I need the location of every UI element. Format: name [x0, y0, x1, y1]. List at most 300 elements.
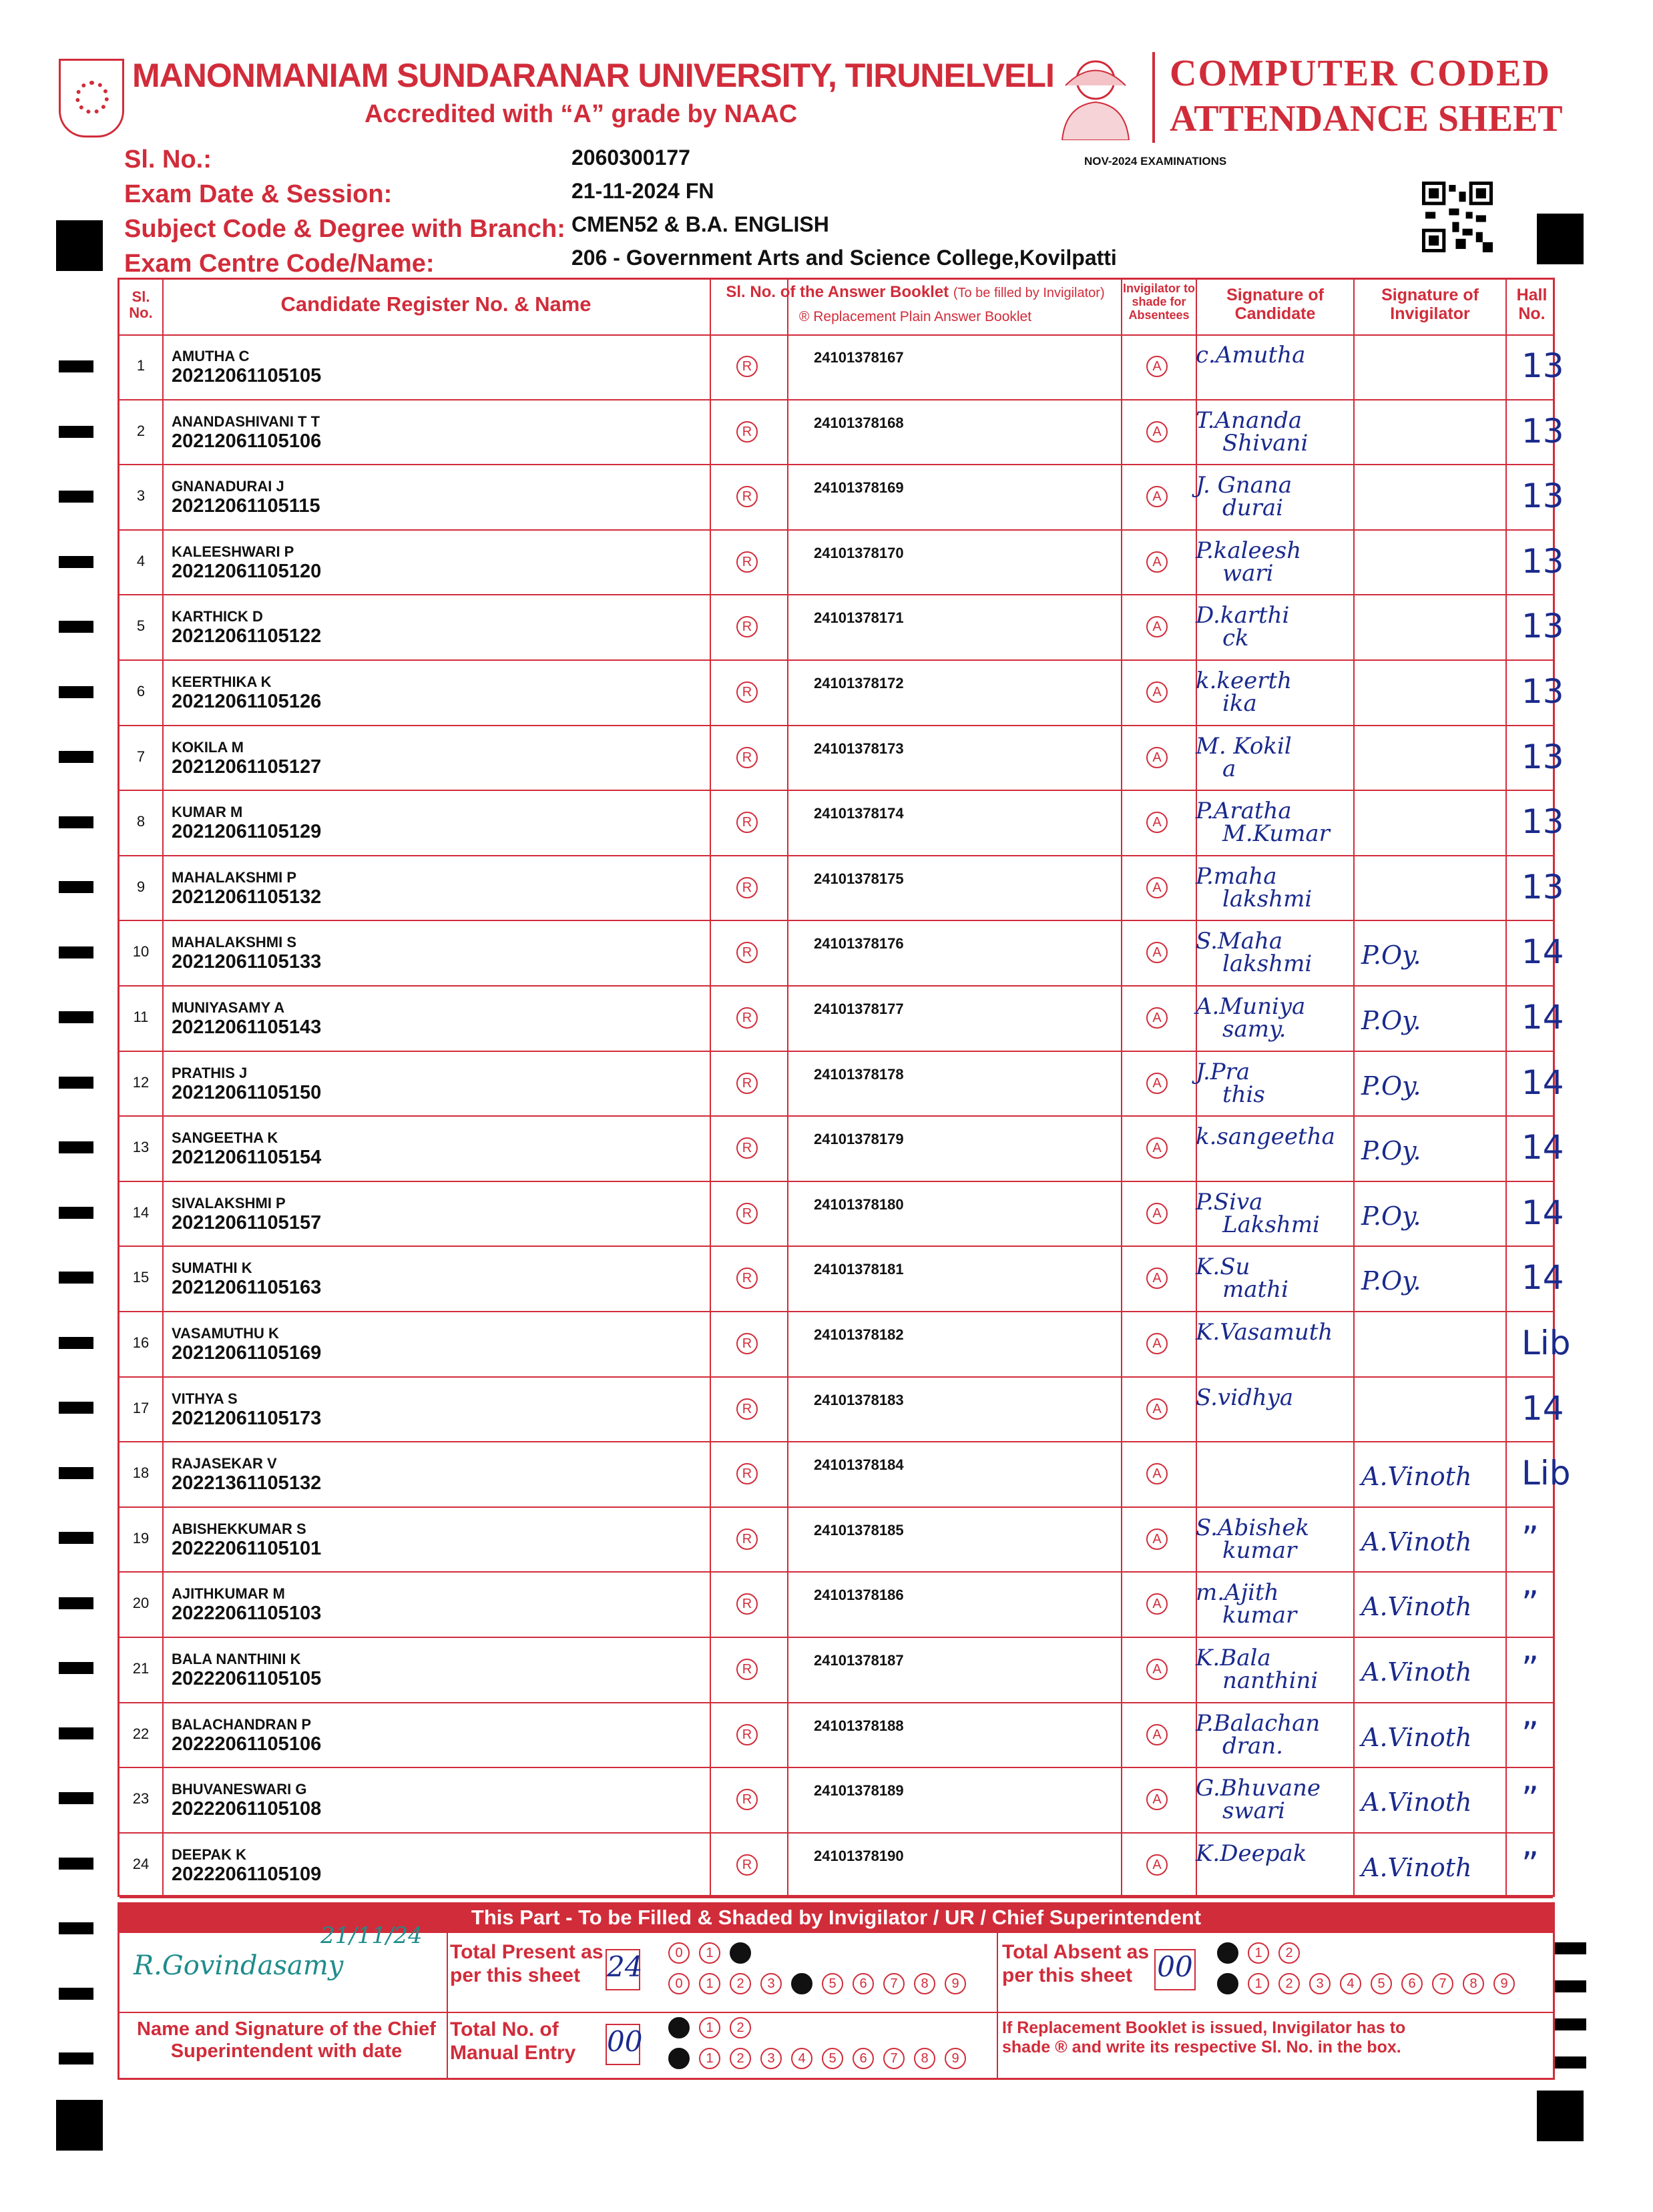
timing-mark: [1554, 2018, 1586, 2030]
table-row: [120, 1051, 1564, 1117]
candidate-signature: [1196, 928, 1313, 978]
digit-bubble[interactable]: 1: [699, 1973, 720, 1994]
absent-bubble[interactable]: A: [1146, 1137, 1168, 1159]
candidate-signature: [1196, 1254, 1288, 1304]
register-number: 20212061105163: [172, 1277, 322, 1299]
register-number: 20212061105157: [172, 1211, 322, 1233]
row-sl: 15: [132, 1269, 150, 1286]
col-header-sig-candidate: Signature of Candidate: [1226, 286, 1324, 323]
booklet-number: 24101378174: [814, 805, 904, 822]
digit-bubble[interactable]: 0: [1217, 1973, 1238, 1994]
candidate-signature: [1196, 862, 1313, 912]
timing-mark: [59, 1467, 93, 1479]
timing-mark: [59, 556, 93, 568]
absent-bubble[interactable]: A: [1146, 486, 1168, 507]
absent-bubble[interactable]: A: [1146, 747, 1168, 768]
timing-mark: [1554, 2056, 1586, 2068]
table-row: [120, 1637, 1553, 1703]
signature-line1: K.Bala: [1196, 1645, 1271, 1671]
table-row: [120, 1767, 1553, 1833]
candidate-name: KALEESHWARI P: [172, 543, 294, 560]
row-sl: 17: [132, 1399, 150, 1416]
digit-bubble[interactable]: 1: [1248, 1942, 1269, 1964]
hall-number: 13: [1521, 346, 1564, 385]
total-absent-value[interactable]: 00: [1154, 1949, 1196, 1990]
signature-line1: k.sangeetha: [1196, 1123, 1335, 1151]
replacement-bubble[interactable]: R: [736, 1137, 758, 1159]
booklet-number: 24101378167: [814, 349, 904, 366]
table-row: [120, 465, 1564, 530]
replacement-bubble[interactable]: R: [736, 877, 758, 898]
digit-bubble[interactable]: 0: [668, 1973, 690, 1994]
table-row: [120, 1703, 1553, 1768]
booklet-number: 24101378188: [814, 1717, 904, 1734]
candidate-signature: [1196, 344, 1305, 366]
digit-bubble[interactable]: 4: [791, 1973, 812, 1994]
candidate-signature: [1196, 1386, 1293, 1409]
booklet-number: 24101378185: [814, 1521, 904, 1539]
col-header-hall: Hall No.: [1516, 286, 1548, 323]
digit-bubble[interactable]: 9: [945, 2048, 966, 2069]
register-number: 20222061105103: [172, 1603, 322, 1625]
hall-number: 13: [1521, 411, 1564, 451]
attendance-table: [117, 278, 1571, 1897]
absent-bubble[interactable]: A: [1146, 1593, 1168, 1615]
candidate-signature: [1196, 1775, 1321, 1825]
row-sl: 2: [136, 422, 146, 439]
signature-line2: ika: [1222, 690, 1257, 717]
absent-bubble[interactable]: A: [1146, 1529, 1168, 1550]
row-sl: 22: [132, 1725, 150, 1742]
row-sl: 13: [132, 1139, 150, 1156]
signature-line2: kumar: [1222, 1602, 1297, 1629]
absent-bubble[interactable]: A: [1146, 1463, 1168, 1484]
invigilator-signature: P.Oy.: [1361, 1266, 1421, 1296]
timing-mark: [59, 1922, 93, 1934]
digit-bubble[interactable]: 3: [760, 2048, 782, 2069]
timing-mark: [59, 686, 93, 698]
signature-line1: S.vidhya: [1196, 1384, 1294, 1411]
replacement-bubble[interactable]: R: [736, 1724, 758, 1745]
digit-bubble[interactable]: 2: [730, 2048, 751, 2069]
register-number: 20222061105105: [172, 1668, 322, 1689]
table-row: [120, 1507, 1553, 1573]
replacement-bubble[interactable]: R: [736, 486, 758, 507]
signature-line2: ck: [1222, 625, 1249, 652]
table-row: [120, 660, 1564, 726]
booklet-number: 24101378187: [814, 1652, 904, 1669]
digit-bubble[interactable]: 9: [945, 1973, 966, 1994]
candidate-signature: [1196, 1709, 1321, 1759]
absent-bubble[interactable]: A: [1146, 1854, 1168, 1876]
absent-bubble[interactable]: A: [1146, 421, 1168, 443]
replacement-bubble[interactable]: R: [736, 681, 758, 703]
digit-bubble[interactable]: 6: [853, 1973, 874, 1994]
hall-number: 13: [1521, 541, 1564, 581]
register-number: 20212061105133: [172, 951, 322, 973]
replacement-bubble[interactable]: R: [736, 1529, 758, 1550]
row-sl: 1: [136, 357, 146, 374]
absent-bubble[interactable]: A: [1146, 551, 1168, 573]
timing-mark: [59, 881, 93, 893]
digit-bubble[interactable]: 0: [1217, 1942, 1238, 1964]
cog-icon: [75, 81, 109, 114]
candidate-name: KOKILA M: [172, 738, 244, 756]
hall-number: ”: [1521, 1714, 1539, 1753]
timing-mark: [1537, 2091, 1584, 2141]
signature-line2: lakshmi: [1222, 950, 1313, 978]
candidate-name: RAJASEKAR V: [172, 1455, 277, 1472]
digit-bubble[interactable]: 6: [1401, 1973, 1423, 1994]
digit-bubble[interactable]: 4: [791, 2048, 812, 2069]
row-sl: 18: [132, 1464, 150, 1482]
table-row: [120, 726, 1564, 791]
row-sl: 21: [132, 1660, 150, 1677]
digit-bubble[interactable]: 1: [699, 2017, 720, 2038]
replacement-bubble[interactable]: R: [736, 1659, 758, 1680]
absent-bubble[interactable]: A: [1146, 356, 1168, 377]
timing-mark: [59, 1272, 93, 1284]
digit-bubble[interactable]: 0: [668, 1942, 690, 1964]
hall-number: ”: [1521, 1844, 1539, 1884]
hall-number: 14: [1521, 932, 1564, 972]
candidate-name: SIVALAKSHMI P: [172, 1194, 286, 1211]
absent-bubble[interactable]: A: [1146, 942, 1168, 963]
replacement-bubble[interactable]: R: [736, 1854, 758, 1876]
table-row: [120, 1377, 1564, 1442]
signature-line1: J.Pra: [1196, 1058, 1250, 1085]
replacement-bubble[interactable]: R: [736, 1203, 758, 1224]
replacement-bubble[interactable]: R: [736, 812, 758, 833]
replacement-bubble[interactable]: R: [736, 1593, 758, 1615]
replacement-bubble[interactable]: R: [736, 1333, 758, 1354]
candidate-name: BALA NANTHINI K: [172, 1651, 301, 1667]
booklet-number: 24101378181: [814, 1261, 904, 1278]
digit-bubble[interactable]: 6: [853, 2048, 874, 2069]
table-row: [120, 920, 1564, 986]
col-header-absent: Invigilator to shade for Absentees: [1123, 282, 1195, 322]
booklet-number: 24101378169: [814, 479, 904, 497]
candidate-name: KARTHICK D: [172, 608, 263, 625]
replacement-bubble[interactable]: R: [736, 1073, 758, 1094]
signature-line2: M.Kumar: [1222, 820, 1330, 848]
candidate-name: GNANADURAI J: [172, 478, 284, 495]
absent-bubble[interactable]: A: [1146, 1007, 1168, 1029]
university-logo: [59, 59, 124, 137]
signature-line1: k.keerth: [1196, 667, 1292, 694]
table-row: [120, 986, 1564, 1051]
booklet-number: 24101378184: [814, 1456, 904, 1474]
candidate-name: BHUVANESWARI G: [172, 1781, 307, 1798]
col-header-sl: Sl. No.: [129, 288, 153, 322]
candidate-signature: [1196, 1516, 1309, 1562]
table-row: [120, 1833, 1553, 1898]
footer-banner: This Part - To be Filled & Shaded by Invigilator / UR / Chief Superintendent: [117, 1902, 1555, 1933]
candidate-signature: [1196, 1581, 1296, 1627]
replacement-bubble[interactable]: R: [736, 421, 758, 443]
hall-number: ”: [1521, 1779, 1539, 1819]
row-sl: 11: [133, 1009, 149, 1025]
signature-line2: durai: [1222, 495, 1284, 522]
hall-number: ”: [1521, 1584, 1539, 1623]
register-number: 20222061105108: [172, 1798, 322, 1820]
digit-bubble[interactable]: 8: [914, 1973, 935, 1994]
hall-number: 13: [1521, 737, 1564, 776]
sheet-title-line2: ATTENDANCE SHEET: [1170, 98, 1563, 140]
digit-bubble[interactable]: 7: [883, 1973, 905, 1994]
row-sl: 24: [132, 1855, 150, 1872]
signature-line1: S.Abishek: [1196, 1514, 1310, 1541]
booklet-number: 24101378170: [814, 544, 904, 561]
candidate-name: MAHALAKSHMI P: [172, 868, 296, 886]
register-number: 20212061105154: [172, 1147, 322, 1169]
replacement-note-line1: If Replacement Booklet is issued, Invigilator has to: [1002, 2018, 1406, 2037]
chief-superintendent-signature: [134, 1922, 423, 1982]
absent-bubble[interactable]: A: [1146, 877, 1168, 898]
replacement-note: [1002, 2018, 1405, 2057]
absent-bubble[interactable]: A: [1146, 1333, 1168, 1354]
digit-bubble[interactable]: 2: [730, 2017, 751, 2038]
table-row: [120, 530, 1564, 595]
candidate-signature: [1196, 995, 1305, 1041]
replacement-bubble[interactable]: R: [736, 942, 758, 963]
hall-number: 14: [1521, 1063, 1564, 1102]
absent-bubble[interactable]: A: [1146, 1268, 1168, 1289]
booklet-number: 24101378190: [814, 1847, 904, 1864]
timing-mark: [59, 1141, 93, 1153]
booklet-number: 24101378172: [814, 675, 904, 692]
candidate-signature: [1196, 1123, 1335, 1151]
timing-mark: [59, 621, 93, 633]
digit-bubble[interactable]: 3: [760, 1973, 782, 1994]
absent-bubble[interactable]: A: [1146, 812, 1168, 833]
invigilator-signature: A.Vinoth: [1361, 1722, 1472, 1752]
candidate-signature: [1196, 798, 1330, 848]
register-number: 20222061105101: [172, 1537, 322, 1559]
candidate-name: DEEPAK K: [172, 1846, 247, 1863]
row-sl: 6: [136, 683, 146, 700]
digit-bubble[interactable]: 8: [1463, 1973, 1484, 1994]
row-sl: 8: [136, 813, 146, 830]
subject-value: CMEN52 & B.A. ENGLISH: [571, 212, 829, 236]
signature-line1: c.Amutha: [1196, 342, 1306, 368]
timing-mark: [59, 816, 93, 828]
replacement-bubble[interactable]: R: [736, 1398, 758, 1420]
digit-bubble[interactable]: 3: [1309, 1973, 1331, 1994]
absent-bubble[interactable]: A: [1146, 1659, 1168, 1680]
booklet-header-note: (To be filled by Invigilator): [953, 286, 1105, 300]
absent-bubble[interactable]: A: [1146, 681, 1168, 703]
row-sl: 9: [136, 878, 146, 895]
candidate-signature: [1196, 539, 1301, 585]
absent-bubble[interactable]: A: [1146, 1724, 1168, 1745]
candidate-signature: [1196, 406, 1309, 457]
absent-bubble[interactable]: A: [1146, 616, 1168, 637]
absent-bubble[interactable]: A: [1146, 1398, 1168, 1420]
candidate-name: MUNIYASAMY A: [172, 999, 285, 1016]
digit-bubble[interactable]: 2: [1278, 1942, 1300, 1964]
candidate-signature: [1196, 1647, 1318, 1692]
candidate-name: SUMATHI K: [172, 1260, 252, 1277]
booklet-header-title: Sl. No. of the Answer Booklet: [726, 283, 949, 301]
signature-line2: this: [1222, 1081, 1265, 1108]
absent-bubble[interactable]: A: [1146, 1789, 1168, 1810]
invigilator-signature: A.Vinoth: [1361, 1657, 1472, 1687]
accreditation: Accredited with “A” grade by NAAC: [365, 100, 798, 128]
signature-line1: K.Deepak: [1196, 1840, 1307, 1867]
register-number: 20212061105173: [172, 1407, 322, 1429]
register-number: 20222061105106: [172, 1733, 322, 1755]
digit-bubble[interactable]: 8: [914, 2048, 935, 2069]
row-sl: 20: [132, 1595, 150, 1612]
signature-line1: P.Balachan: [1196, 1709, 1321, 1737]
timing-mark: [56, 220, 103, 271]
signature-line1: K.Su: [1196, 1254, 1250, 1281]
digit-bubble[interactable]: 2: [1278, 1973, 1300, 1994]
signature-line1: S.Maha: [1196, 928, 1283, 955]
row-sl: 23: [132, 1790, 150, 1808]
invigilator-signature: P.Oy.: [1361, 1006, 1421, 1035]
timing-mark: [59, 751, 93, 763]
replacement-bubble[interactable]: R: [736, 616, 758, 637]
hall-number: ”: [1521, 1649, 1539, 1688]
digit-bubble[interactable]: 0: [668, 2048, 690, 2069]
row-sl: 5: [136, 617, 146, 635]
register-number: 20212061105120: [172, 560, 322, 582]
table-row: [120, 1181, 1564, 1247]
signature-line2: swari: [1222, 1798, 1285, 1825]
candidate-signature: [1196, 732, 1292, 782]
digit-bubble[interactable]: 2: [730, 1942, 751, 1964]
replacement-bubble[interactable]: R: [736, 356, 758, 377]
digit-bubble[interactable]: 1: [699, 2048, 720, 2069]
digit-bubble[interactable]: 1: [1248, 1973, 1269, 1994]
booklet-number: 24101378178: [814, 1065, 904, 1083]
signature-line2: a: [1222, 755, 1236, 782]
signature-line2: wari: [1222, 559, 1274, 587]
absent-bubble[interactable]: A: [1146, 1203, 1168, 1224]
table-row: [120, 790, 1564, 856]
exam-date-label: Exam Date & Session:: [124, 180, 393, 208]
signature-line1: K.Vasamuth: [1196, 1319, 1333, 1346]
candidate-signature: [1196, 669, 1292, 715]
candidate-name: VITHYA S: [172, 1390, 238, 1407]
timing-mark: [59, 1402, 93, 1414]
timing-mark: [59, 2052, 93, 2064]
digit-bubble[interactable]: 5: [822, 1973, 843, 1994]
timing-mark: [59, 1011, 93, 1023]
total-absent-label: [1002, 1941, 1156, 1987]
timing-mark: [59, 1207, 93, 1219]
signature-line1: m.Ajith: [1196, 1579, 1279, 1607]
hall-number: 13: [1521, 607, 1564, 646]
col-header-candidate: Candidate Register No. & Name: [280, 292, 592, 316]
title-divider: [1152, 52, 1155, 143]
replacement-bubble[interactable]: R: [736, 1007, 758, 1029]
invigilator-signature: P.Oy.: [1361, 1071, 1421, 1101]
chief-signature-date: 21/11/24: [320, 1922, 423, 1949]
replacement-bubble[interactable]: R: [736, 551, 758, 573]
signature-line2: lakshmi: [1222, 885, 1313, 912]
total-present-value[interactable]: 24: [606, 1949, 640, 1990]
total-present-label-text: Total Present as per this sheet: [450, 1941, 604, 1986]
candidate-signature: [1196, 1188, 1320, 1238]
absent-bubble[interactable]: A: [1146, 1073, 1168, 1094]
register-number: 20222061105109: [172, 1863, 322, 1885]
row-sl: 10: [132, 943, 150, 960]
register-number: 20212061105129: [172, 821, 322, 843]
digit-bubble[interactable]: 9: [1493, 1973, 1515, 1994]
replacement-bubble[interactable]: R: [736, 1463, 758, 1484]
digit-bubble[interactable]: 2: [730, 1973, 751, 1994]
founder-portrait-icon: [1052, 52, 1139, 140]
timing-mark: [59, 360, 93, 372]
booklet-number: 24101378176: [814, 935, 904, 952]
manual-entry-value[interactable]: 00: [606, 2024, 640, 2065]
replacement-bubble[interactable]: R: [736, 747, 758, 768]
digit-bubble[interactable]: 0: [668, 2017, 690, 2038]
table-row: [120, 595, 1564, 660]
digit-bubble[interactable]: 7: [1432, 1973, 1453, 1994]
digit-bubble[interactable]: 5: [1371, 1973, 1392, 1994]
timing-mark: [56, 2100, 103, 2151]
signature-line2: dran.: [1222, 1732, 1283, 1759]
hall-number: ”: [1521, 1518, 1539, 1558]
candidate-name: KEERTHIKA K: [172, 673, 272, 690]
replacement-bubble[interactable]: R: [736, 1268, 758, 1289]
register-number: 20212061105115: [172, 495, 320, 517]
exam-session-label: NOV-2024 EXAMINATIONS: [1084, 155, 1227, 168]
candidate-signature: [1196, 472, 1292, 522]
university-name: MANONMANIAM SUNDARANAR UNIVERSITY, TIRUNELVELI: [132, 57, 1054, 94]
candidate-signature: [1196, 1842, 1307, 1865]
register-number: 20212061105132: [172, 886, 322, 908]
digit-bubble[interactable]: 7: [883, 2048, 905, 2069]
register-number: 20212061105106: [172, 430, 322, 452]
table-row: [120, 334, 1564, 400]
signature-line1: P.Siva: [1196, 1188, 1263, 1215]
manual-entry-label-text: Total No. of Manual Entry: [450, 2018, 576, 2064]
timing-mark: [59, 1792, 93, 1804]
timing-mark: [59, 1988, 93, 2000]
replacement-bubble[interactable]: R: [736, 1789, 758, 1810]
booklet-number: 24101378177: [814, 1001, 904, 1017]
sheet-title-line1: COMPUTER CODED: [1170, 53, 1551, 94]
hall-number: 14: [1521, 1388, 1564, 1428]
hall-number: 13: [1521, 802, 1564, 842]
digit-bubble[interactable]: 1: [699, 1942, 720, 1964]
booklet-number: 24101378168: [814, 414, 904, 431]
register-number: 20212061105105: [172, 365, 322, 386]
signature-line2: kumar: [1222, 1537, 1297, 1564]
register-number: 20212061105150: [172, 1081, 322, 1103]
candidate-name: KUMAR M: [172, 804, 243, 821]
table-row: [120, 1312, 1571, 1377]
candidate-name: BALACHANDRAN P: [172, 1715, 311, 1733]
register-number: 20212061105122: [172, 625, 322, 647]
col-header-replacement: ® Replacement Plain Answer Booklet: [798, 309, 1032, 324]
timing-mark: [59, 491, 93, 503]
digit-bubble[interactable]: 5: [822, 2048, 843, 2069]
register-number: 20212061105169: [172, 1342, 322, 1364]
invigilator-signature: A.Vinoth: [1361, 1462, 1472, 1492]
booklet-number: 24101378179: [814, 1131, 904, 1148]
timing-mark: [1554, 1942, 1586, 1954]
digit-bubble[interactable]: 4: [1340, 1973, 1361, 1994]
qr-code-icon: [1422, 182, 1493, 252]
total-present-label: [450, 1941, 604, 1987]
booklet-number: 24101378180: [814, 1195, 904, 1213]
